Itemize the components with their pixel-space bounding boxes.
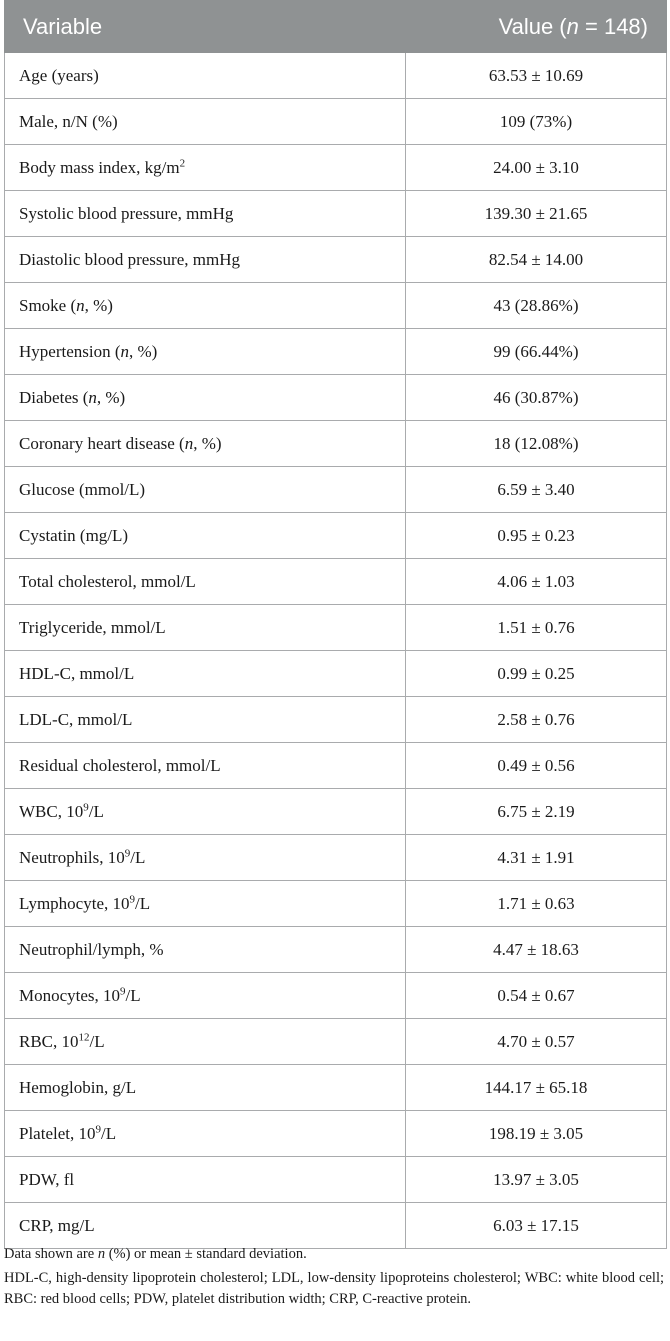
value-cell: 43 (28.86%) [406, 283, 667, 329]
variable-cell [5, 421, 406, 467]
value-cell: 6.03 ± 17.15 [406, 1203, 667, 1249]
variable-label: Hypertension ( [19, 341, 121, 361]
variable-suffix: /L [88, 801, 104, 821]
table-row [5, 835, 667, 881]
variable-cell [5, 375, 406, 421]
variable-label: Male, n/N (%) [19, 111, 118, 131]
header-variable: Variable [5, 1, 406, 53]
variable-cell [5, 329, 406, 375]
variable-label: Body mass index, kg/m [19, 157, 180, 177]
table-row [5, 191, 667, 237]
value-cell: 139.30 ± 21.65 [406, 191, 667, 237]
table-row [5, 1203, 667, 1249]
table-row [5, 237, 667, 283]
variable-label: Age (years) [19, 65, 99, 85]
header-value [406, 1, 667, 53]
table-row [5, 99, 667, 145]
footnote-summary-pre: Data shown are [4, 1246, 98, 1262]
table-row [5, 1111, 667, 1157]
variable-label: Glucose (mmol/L) [19, 479, 146, 499]
variable-cell [5, 559, 406, 605]
value-cell: 46 (30.87%) [406, 375, 667, 421]
table-header [5, 1, 667, 53]
value-cell: 82.54 ± 14.00 [406, 237, 667, 283]
variable-cell [5, 145, 406, 191]
table-row [5, 421, 667, 467]
variable-cell [5, 651, 406, 697]
variable-cell [5, 743, 406, 789]
variable-label: Smoke ( [19, 295, 77, 315]
variable-label: Systolic blood pressure, mmHg [19, 203, 234, 223]
variable-cell [5, 191, 406, 237]
footnote-abbreviations: HDL-C, high-density lipoprotein cholesterol; LDL, low-density lipoproteins cholesterol; WBC: white blood cell; RBC: red blood cells; PDW, platelet distribution width; CRP, C-reactive protein. [4, 1270, 664, 1307]
value-cell: 0.49 ± 0.56 [406, 743, 667, 789]
variable-superscript: 9 [129, 892, 135, 905]
variable-cell [5, 283, 406, 329]
variable-label: Monocytes, 10 [19, 985, 121, 1005]
variable-italic: n [76, 295, 85, 315]
variable-label: WBC, 10 [19, 801, 84, 821]
variable-label: CRP, mg/L [19, 1215, 95, 1235]
variable-suffix: /L [125, 985, 141, 1005]
table-body [5, 53, 667, 1249]
variable-cell [5, 1203, 406, 1249]
value-cell: 144.17 ± 65.18 [406, 1065, 667, 1111]
variable-label: Residual cholesterol, mmol/L [19, 755, 221, 775]
value-cell: 2.58 ± 0.76 [406, 697, 667, 743]
footnote-summary [4, 1244, 664, 1265]
variable-suffix: /L [100, 1123, 117, 1143]
variable-cell [5, 927, 406, 973]
variable-suffix: /L [134, 893, 151, 913]
variable-cell [5, 513, 406, 559]
variable-italic: n [88, 387, 97, 407]
value-cell: 0.54 ± 0.67 [406, 973, 667, 1019]
table-row [5, 329, 667, 375]
variable-superscript: 12 [78, 1030, 90, 1043]
table-row [5, 789, 667, 835]
table-row [5, 1157, 667, 1203]
value-cell: 6.59 ± 3.40 [406, 467, 667, 513]
variable-superscript: 9 [95, 1122, 101, 1135]
variable-label: PDW, fl [19, 1169, 75, 1189]
variable-label: Hemoglobin, g/L [19, 1077, 137, 1097]
variable-cell [5, 99, 406, 145]
data-table-container [4, 0, 667, 1249]
variable-cell [5, 1111, 406, 1157]
variable-suffix: , %) [129, 341, 158, 361]
value-cell: 0.99 ± 0.25 [406, 651, 667, 697]
header-value-n: n [566, 13, 579, 39]
variable-label: RBC, 10 [19, 1031, 79, 1051]
variable-suffix: /L [89, 1031, 105, 1051]
variable-italic: n [184, 433, 194, 453]
header-row [5, 1, 667, 53]
table-row [5, 605, 667, 651]
variable-label: Coronary heart disease ( [19, 433, 185, 453]
variable-cell [5, 1157, 406, 1203]
variable-cell [5, 605, 406, 651]
variable-superscript: 2 [179, 156, 186, 169]
variable-suffix: , %) [193, 433, 222, 453]
table-row [5, 651, 667, 697]
footnote-summary-post: (%) or mean ± standard deviation. [105, 1246, 307, 1262]
table-row [5, 375, 667, 421]
variable-label: Total cholesterol, mmol/L [19, 571, 196, 591]
table-row [5, 283, 667, 329]
value-cell: 1.71 ± 0.63 [406, 881, 667, 927]
variable-label: Diabetes ( [19, 387, 89, 407]
header-value-prefix: Value ( [498, 13, 567, 39]
variable-cell [5, 53, 406, 99]
variable-label: LDL-C, mmol/L [19, 709, 133, 729]
value-cell: 1.51 ± 0.76 [406, 605, 667, 651]
table-row [5, 145, 667, 191]
variable-label: Lymphocyte, 10 [19, 893, 130, 913]
variable-cell [5, 1065, 406, 1111]
table-row [5, 1019, 667, 1065]
variable-suffix: , %) [84, 295, 113, 315]
table-row [5, 467, 667, 513]
table-row [5, 881, 667, 927]
variable-superscript: 9 [120, 984, 126, 997]
variable-italic: n [120, 341, 130, 361]
variable-label: Cystatin (mg/L) [19, 525, 129, 545]
variable-superscript: 9 [83, 800, 89, 813]
table-row [5, 559, 667, 605]
value-cell: 4.70 ± 0.57 [406, 1019, 667, 1065]
variable-superscript: 9 [124, 846, 131, 859]
value-cell: 4.31 ± 1.91 [406, 835, 667, 881]
variable-cell [5, 881, 406, 927]
variable-suffix: , %) [96, 387, 126, 407]
value-cell: 4.06 ± 1.03 [406, 559, 667, 605]
variable-cell [5, 1019, 406, 1065]
table-row [5, 927, 667, 973]
table-row [5, 743, 667, 789]
value-cell: 4.47 ± 18.63 [406, 927, 667, 973]
value-cell: 0.95 ± 0.23 [406, 513, 667, 559]
characteristics-table [4, 0, 667, 1249]
value-cell: 63.53 ± 10.69 [406, 53, 667, 99]
value-cell: 109 (73%) [406, 99, 667, 145]
variable-cell [5, 789, 406, 835]
variable-label: Triglyceride, mmol/L [19, 617, 166, 637]
variable-label: Platelet, 10 [19, 1123, 96, 1143]
value-cell: 18 (12.08%) [406, 421, 667, 467]
variable-cell [5, 697, 406, 743]
table-row [5, 1065, 667, 1111]
variable-cell [5, 467, 406, 513]
value-cell: 6.75 ± 2.19 [406, 789, 667, 835]
value-cell: 198.19 ± 3.05 [406, 1111, 667, 1157]
value-cell: 13.97 ± 3.05 [406, 1157, 667, 1203]
variable-cell [5, 835, 406, 881]
variable-label: Diastolic blood pressure, mmHg [19, 249, 240, 269]
value-cell: 24.00 ± 3.10 [406, 145, 667, 191]
variable-suffix: /L [130, 847, 146, 867]
header-value-suffix: = 148) [578, 13, 648, 39]
table-row [5, 973, 667, 1019]
footnote-summary-n: n [97, 1246, 106, 1262]
variable-label: Neutrophil/lymph, % [19, 939, 164, 959]
variable-label: Neutrophils, 10 [19, 847, 125, 867]
table-row [5, 513, 667, 559]
variable-cell [5, 973, 406, 1019]
variable-cell [5, 237, 406, 283]
table-row [5, 53, 667, 99]
table-row [5, 697, 667, 743]
value-cell: 99 (66.44%) [406, 329, 667, 375]
variable-label: HDL-C, mmol/L [19, 663, 135, 683]
